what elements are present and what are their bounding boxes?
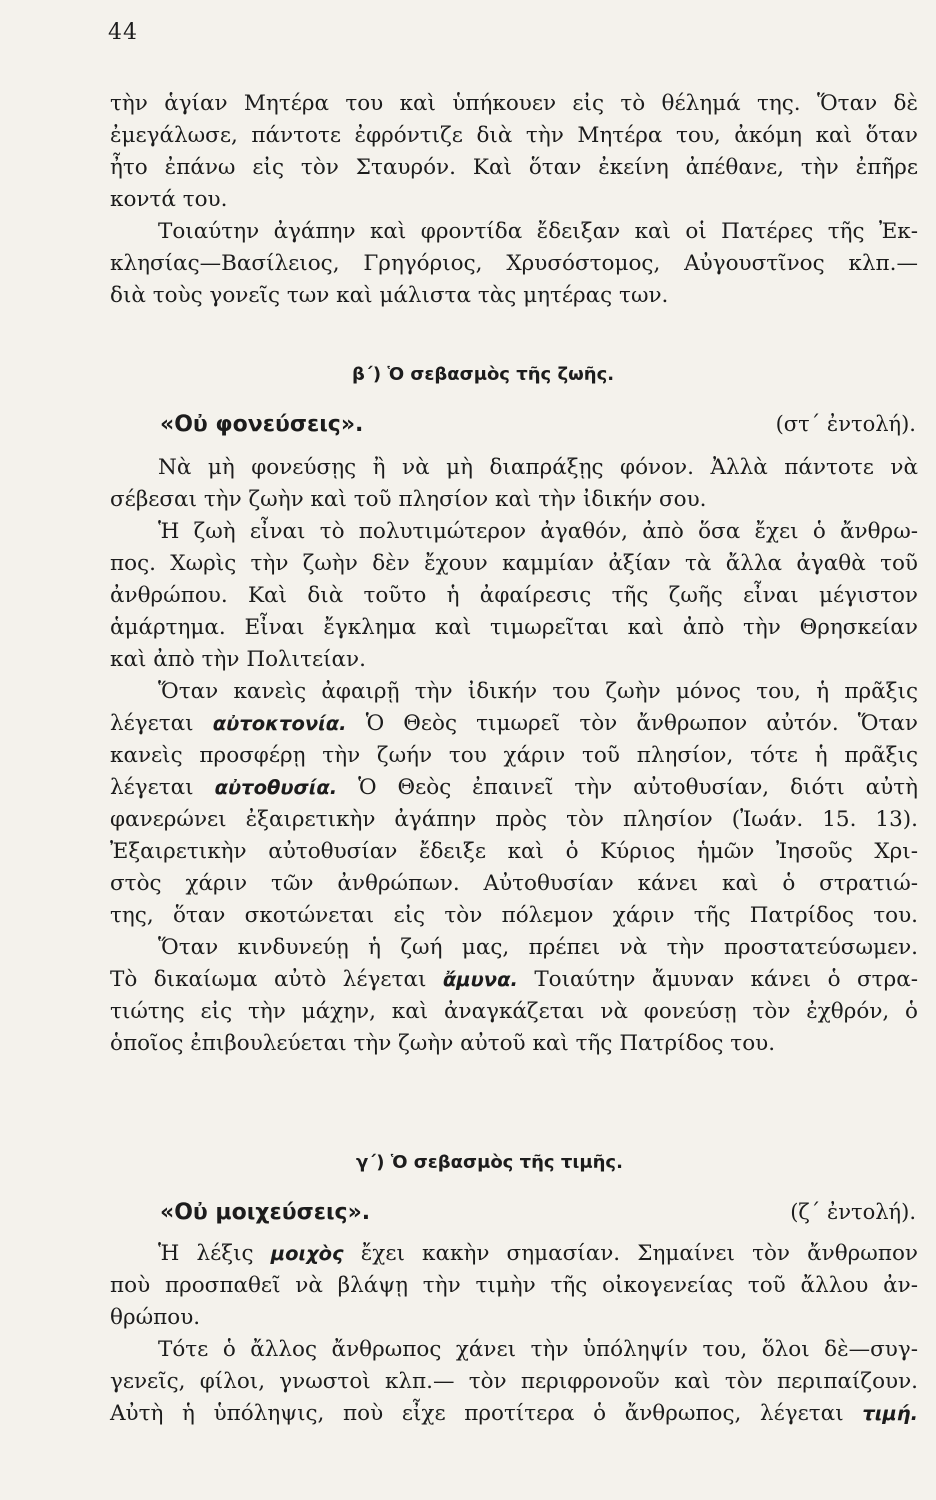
text-line: ποὺ προσπαθεῖ νὰ βλάψῃ τὴν τιμὴν τῆς οἰκογενείας τοῦ ἄλλου ἀν- [110, 1273, 918, 1298]
text-line: ἦτο ἐπάνω εἰς τὸν Σταυρόν. Καὶ ὅταν ἐκείνη ἀπέθανε, τὴν ἐπῆρε [110, 155, 918, 180]
text-line: φανερώνει ἐξαιρετικὴν ἀγάπην πρὸς τὸν πλησίον (Ἰωάν. 15. 13). [110, 807, 918, 832]
text-line: Νὰ μὴ φονεύσῃς ἢ νὰ μὴ διαπράξῃς φόνον. Ἀλλὰ πάντοτε νὰ [158, 455, 918, 480]
text-line: Ὅταν κανεὶς ἀφαιρῇ τὴν ἰδικήν του ζωὴν μόνος του, ἡ πρᾶξις [158, 679, 918, 704]
section-heading-honor: γ΄) Ὁ σεβασμὸς τῆς τιμῆς. [356, 1152, 623, 1173]
text-line: ὁποῖος ἐπιβουλεύεται τὴν ζωὴν αὐτοῦ καὶ τῆς Πατρίδος του. [110, 1031, 776, 1056]
text-line: ἀνθρώπου. Καὶ διὰ τοῦτο ἡ ἀφαίρεσις τῆς ζωῆς εἶναι μέγιστον [110, 583, 918, 608]
text-line: γενεῖς, φίλοι, γνωστοὶ κλπ.— τὸν περιφρονοῦν καὶ τὸν περιπαίζουν. [110, 1369, 918, 1394]
text-line: Τότε ὁ ἄλλος ἄνθρωπος χάνει τὴν ὑπόληψίν του, ὅλοι δὲ—συγ- [158, 1337, 918, 1362]
text-line: Ἡ λέξις μοιχὸς ἔχει κακὴν σημασίαν. Σημαίνει τὸν ἄνθρωπον [158, 1241, 918, 1266]
text-line: τιώτης εἰς τὴν μάχην, καὶ ἀναγκάζεται νὰ φονεύσῃ τὸν ἐχθρόν, ὁ [110, 999, 918, 1024]
text-line: στὸς χάριν τῶν ἀνθρώπων. Αὐτοθυσίαν κάνει καὶ ὁ στρατιώ- [110, 871, 918, 896]
text-line: ἐμεγάλωσε, πάντοτε ἐφρόντιζε διὰ τὴν Μητέρα του, ἀκόμη καὶ ὅταν [110, 123, 918, 148]
term-defense: ἄμυνα. [442, 968, 518, 991]
term-honor: τιμή. [862, 1402, 918, 1425]
text-line: Ἡ ζωὴ εἶναι τὸ πολυτιμώτερον ἀγαθόν, ἀπὸ ὅσα ἔχει ὁ ἄνθρω- [158, 519, 918, 544]
section-honor-text [110, 1238, 918, 1430]
intro-text [110, 88, 918, 312]
text-line: κλησίας—Βασίλειος, Γρηγόριος, Χρυσόστομος, Αὐγουστῖνος κλπ.— [110, 251, 918, 276]
term-adulterer: μοιχὸς [270, 1242, 344, 1265]
section-life-text [110, 452, 918, 1060]
term-self-sacrifice: αὐτοθυσία. [214, 776, 338, 799]
commandment-title: «Οὐ φονεύσεις». [160, 412, 364, 437]
section-heading-life: β΄) Ὁ σεβασμὸς τῆς ζωῆς. [352, 364, 615, 385]
text-line: διὰ τοὺς γονεῖς των καὶ μάλιστα τὰς μητέρας των. [110, 283, 669, 308]
commandment-reference: (ζ΄ ἐντολή). [790, 1200, 916, 1224]
text-line: κοντά του. [110, 187, 228, 212]
text-line: πος. Χωρὶς τὴν ζωὴν δὲν ἔχουν καμμίαν ἀξίαν τὰ ἄλλα ἀγαθὰ τοῦ [110, 551, 918, 576]
text-line: της, ὅταν σκοτώνεται εἰς τὸν πόλεμον χάριν τῆς Πατρίδος του. [110, 903, 918, 928]
commandment-row-6 [160, 412, 916, 437]
text-line: Αὐτὴ ἡ ὑπόληψις, ποὺ εἶχε προτίτερα ὁ ἄνθρωπος, λέγεται τιμή. [110, 1401, 918, 1426]
commandment-reference: (στ΄ ἐντολή). [775, 412, 916, 436]
text-line: Τὸ δικαίωμα αὐτὸ λέγεται ἄμυνα. Τοιαύτην ἄμυναν κάνει ὁ στρα- [110, 967, 918, 992]
text-line: ἁμάρτημα. Εἶναι ἔγκλημα καὶ τιμωρεῖται καὶ ἀπὸ τὴν Θρησκείαν [110, 615, 918, 640]
text-line: λέγεται αὐτοθυσία. Ὁ Θεὸς ἐπαινεῖ τὴν αὐτοθυσίαν, διότι αὐτὴ [110, 775, 919, 800]
text-line: κανεὶς προσφέρῃ τὴν ζωήν του χάριν τοῦ πλησίον, τότε ἡ πρᾶξις [110, 743, 918, 768]
text-line: Ὅταν κινδυνεύῃ ἡ ζωή μας, πρέπει νὰ τὴν προστατεύσωμεν. [158, 935, 918, 960]
text-line: λέγεται αὐτοκτονία. Ὁ Θεὸς τιμωρεῖ τὸν ἄνθρωπον αὐτόν. Ὅταν [110, 711, 918, 736]
text-line: τὴν ἁγίαν Μητέρα του καὶ ὑπήκουεν εἰς τὸ θέλημά της. Ὅταν δὲ [110, 91, 918, 116]
page-number: 44 [108, 20, 138, 45]
text-line: Τοιαύτην ἀγάπην καὶ φροντίδα ἔδειξαν καὶ οἱ Πατέρες τῆς Ἐκ- [158, 219, 918, 244]
commandment-title: «Οὐ μοιχεύσεις». [160, 1200, 371, 1225]
text-line: καὶ ἀπὸ τὴν Πολιτείαν. [110, 647, 366, 672]
commandment-row-7 [160, 1200, 916, 1225]
text-line: Ἐξαιρετικὴν αὐτοθυσίαν ἔδειξε καὶ ὁ Κύριος ἡμῶν Ἰησοῦς Χρι- [110, 839, 918, 864]
text-line: σέβεσαι τὴν ζωὴν καὶ τοῦ πλησίον καὶ τὴν ἰδικήν σου. [110, 487, 707, 512]
term-suicide: αὐτοκτονία. [212, 712, 347, 735]
text-line: θρώπου. [110, 1305, 201, 1330]
